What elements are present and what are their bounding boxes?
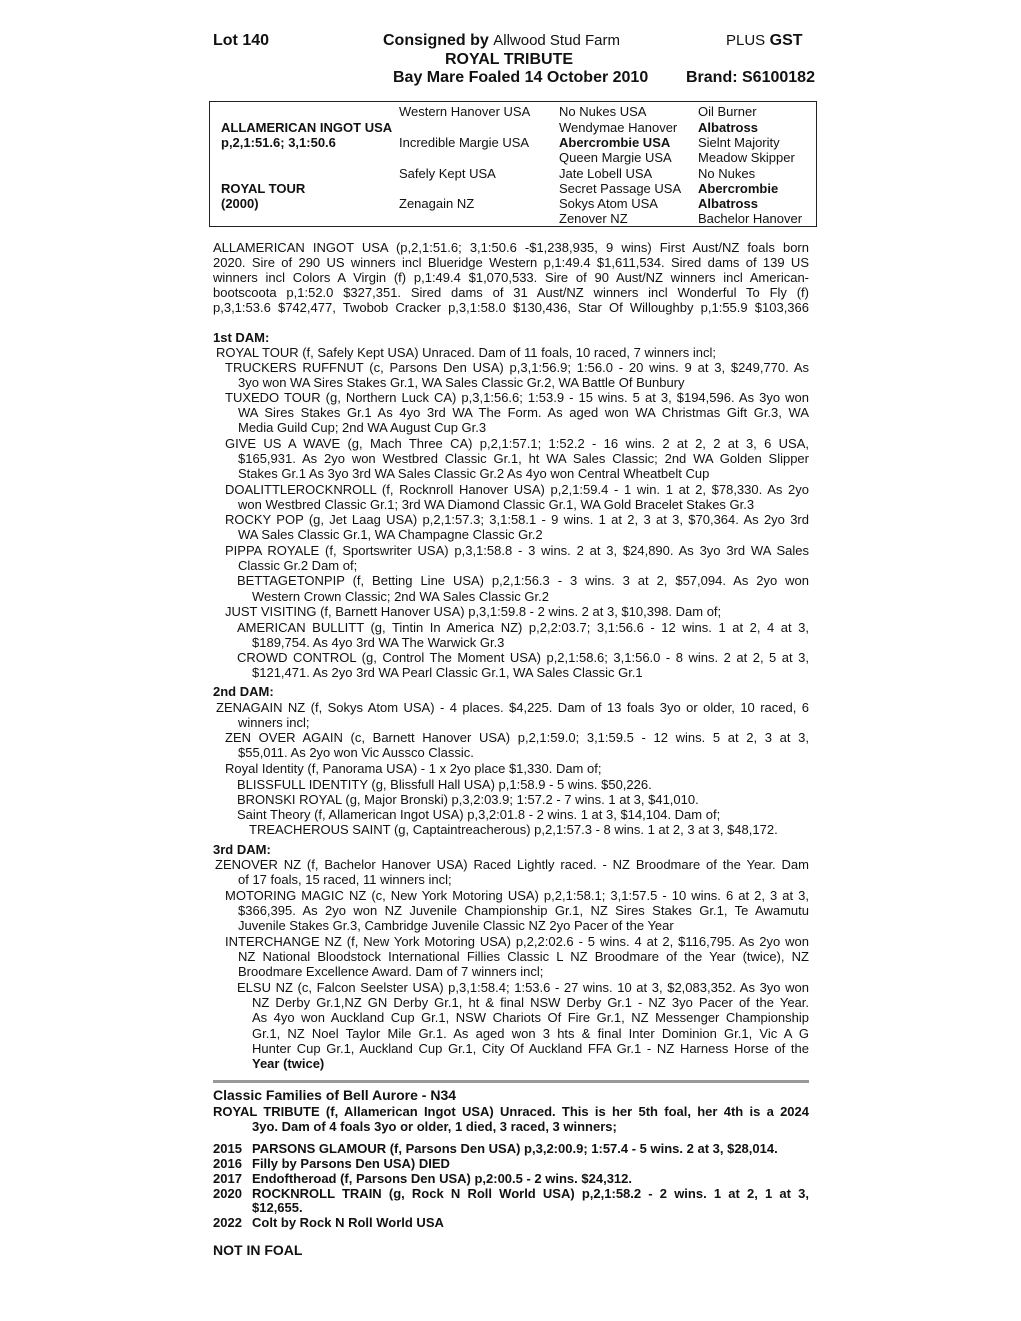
brand: Brand: S6100182 <box>686 69 815 86</box>
family-line: of 17 foals, 15 raced, 11 winners incl; <box>238 872 452 887</box>
consignor-name: Allwood Stud Farm <box>493 32 620 49</box>
family-line: won Westbred Classic Gr.1; 3rd WA Diamond Classic Gr.1, WA Gold Bracelet Stakes Gr.3 <box>238 497 755 512</box>
pedigree-sire-record: p,2,1:51.6; 3,1:50.6 <box>221 135 336 150</box>
family-line: TRUCKERS RUFFNUT (c, Parsons Den USA) p,3,1:56.9; 1:56.0 - 20 wins. 9 at 3, $249,770. As <box>225 360 809 375</box>
section-heading: 3rd DAM: <box>213 842 271 857</box>
family-line: DOALITTLEROCKNROLL (f, Rocknroll Hanover USA) p,2,1:59.4 - 1 win. 1 at 2, $78,330. As 2yo <box>225 482 809 497</box>
family-line: Classic Gr.2 Dam of; <box>238 558 358 573</box>
produce-text: $12,655. <box>252 1200 303 1215</box>
family-line: GIVE US A WAVE (g, Mach Three CA) p,2,1:57.1; 1:52.2 - 16 wins. 2 at 2, 2 at 3, 6 USA, <box>225 436 809 451</box>
pedigree-g1: Incredible Margie USA <box>399 135 530 150</box>
family-line: Hunter Cup Gr.1, Auckland Cup Gr.1, City Of Auckland FFA Gr.1 - NZ Harness Horse of the <box>252 1041 809 1056</box>
family-line: AMERICAN BULLITT (g, Tintin In America NZ) p,2,2:03.7; 3,1:56.6 - 12 wins. 1 at 2, 4 at 3, <box>237 620 809 635</box>
pedigree-g2: Zenover NZ <box>559 211 628 226</box>
foaling-status: NOT IN FOAL <box>213 1242 303 1258</box>
sire-line: p,3,1:53.6 $742,477, Twobob Cracker p,3,1:58.0 $130,436, Star Of Willoughby p,1:55.9 $103,366 <box>213 300 809 315</box>
produce-year: 2015 <box>213 1141 242 1156</box>
pedigree-g3: No Nukes <box>698 166 756 181</box>
horse-description: Bay Mare Foaled 14 October 2010 <box>393 69 649 86</box>
family-line: Western Crown Classic; 2nd WA Sales Classic Gr.2 <box>252 589 549 604</box>
family-line: NZ Derby Gr.1,NZ GN Derby Gr.1, ht & final NSW Derby Gr.1 - NZ 3yo Pacer of the Year. <box>252 995 809 1010</box>
family-line: ROCKY POP (g, Jet Laag USA) p,2,1:57.3; 3,1:58.1 - 9 wins. 1 at 2, 3 at 3, $70,364. As 2yo 3rd <box>225 512 809 527</box>
classic-families-title: Classic Families of Bell Aurore - N34 <box>213 1087 457 1103</box>
sire-line: bootscoota p,1:52.0 $327,351. Sired dams of 31 Aust/NZ winners incl Wonderful To Fly (f) <box>213 285 809 300</box>
lot-number: Lot 140 <box>213 32 270 49</box>
classic-line: 3yo. Dam of 4 foals 3yo or older, 1 died, 3 raced, 3 winners; <box>252 1119 617 1134</box>
family-line: $55,011. As 2yo won Vic Aussco Classic. <box>238 745 474 760</box>
consignor-line <box>383 32 620 50</box>
pedigree-g1: Safely Kept USA <box>399 166 496 181</box>
pedigree-g3: Albatross <box>698 120 758 135</box>
consigned-prefix: Consigned by <box>383 32 489 49</box>
pedigree-g2: Secret Passage USA <box>559 181 682 196</box>
pedigree-g3: Bachelor Hanover <box>698 211 803 226</box>
family-line: NZ National Bloodstock International Fillies Classic L NZ Broodmare of the Year (twice), NZ <box>238 949 809 964</box>
family-line: CROWD CONTROL (g, Control The Moment USA) p,2,1:58.6; 3,1:56.0 - 8 wins. 2 at 2, 5 at 3, <box>237 650 809 665</box>
pedigree-g2: Abercrombie USA <box>559 135 671 150</box>
produce-text: Endoftheroad (f, Parsons Den USA) p,2:00.5 - 2 wins. $24,312. <box>252 1171 632 1186</box>
gst-label: GST <box>769 32 803 49</box>
family-line: INTERCHANGE NZ (f, New York Motoring USA) p,2,2:02.6 - 5 wins. 4 at 2, $116,795. As 2yo won <box>225 934 809 949</box>
gst-note <box>726 32 803 50</box>
family-line: BETTAGETONPIP (f, Betting Line USA) p,2,1:56.3 - 3 wins. 3 at 2, $57,094. As 2yo won <box>237 573 809 588</box>
family-line: BLISSFULL IDENTITY (g, Blissfull Hall USA) p,1:58.9 - 5 wins. $50,226. <box>237 777 652 792</box>
pedigree-g3: Albatross <box>698 196 758 211</box>
pedigree-g3: Oil Burner <box>698 104 757 119</box>
family-line: WA Sires Stakes Gr.1 As 4yo 3rd WA The Form. As aged won WA Christmas Gift Gr.3, WA <box>238 405 809 420</box>
produce-year: 2016 <box>213 1156 242 1171</box>
family-line: As 4yo won Auckland Cup Gr.1, NSW Chariots Of Fire Gr.1, NZ Messenger Championship <box>252 1010 809 1025</box>
pedigree-g2: Wendymae Hanover <box>559 120 678 135</box>
family-line: ELSU NZ (c, Falcon Seelster USA) p,3,1:58.4; 1:53.6 - 27 wins. 10 at 3, $2,083,352. As 3yo won <box>237 980 809 995</box>
family-line: Stakes Gr.1 As 3yo 3rd WA Sales Classic Gr.2 As 4yo won Central Wheatbelt Cup <box>238 466 710 481</box>
pedigree-g2: Jate Lobell USA <box>559 166 653 181</box>
family-line: $189,754. As 4yo 3rd WA The Warwick Gr.3 <box>252 635 505 650</box>
family-line: ROYAL TOUR (f, Safely Kept USA) Unraced. Dam of 11 foals, 10 raced, 7 winners incl; <box>216 345 716 360</box>
horse-name: ROYAL TRIBUTE <box>445 51 574 68</box>
family-line: TREACHEROUS SAINT (g, Captaintreacherous) p,2,1:57.3 - 8 wins. 1 at 2, 3 at 3, $48,172. <box>249 822 778 837</box>
family-line: JUST VISITING (f, Barnett Hanover USA) p,3,1:59.8 - 2 wins. 2 at 3, $10,398. Dam of; <box>225 604 722 619</box>
family-line: BRONSKI ROYAL (g, Major Bronski) p,3,2:03.9; 1:57.2 - 7 wins. 1 at 3, $41,010. <box>237 792 699 807</box>
produce-year: 2022 <box>213 1215 242 1230</box>
pedigree-g2: No Nukes USA <box>559 104 647 119</box>
pedigree-g3: Sielnt Majority <box>698 135 780 150</box>
pedigree-g2: Sokys Atom USA <box>559 196 658 211</box>
sire-line: winners incl Colors A Virgin (f) p,1:49.4 $1,070,533. Sire of 90 Aust/NZ winners incl American- <box>213 270 809 285</box>
pedigree-g1: Western Hanover USA <box>399 104 531 119</box>
pedigree-g2: Queen Margie USA <box>559 150 672 165</box>
family-line: TUXEDO TOUR (g, Northern Luck CA) p,3,1:56.6; 1:53.9 - 15 wins. 5 at 3, $194,596. As 3yo won <box>225 390 809 405</box>
pedigree-g1: Zenagain NZ <box>399 196 475 211</box>
section-heading: 2nd DAM: <box>213 684 274 699</box>
produce-text: PARSONS GLAMOUR (f, Parsons Den USA) p,3,2:00.9; 1:57.4 - 5 wins. 2 at 3, $28,014. <box>252 1141 778 1156</box>
family-line: WA Sales Classic Gr.1, WA Champagne Classic Gr.2 <box>238 527 543 542</box>
family-line: Gr.1, NZ Noel Taylor Mile Gr.1. As aged won 3 hts & final Inter Dominion Gr.1, Vic A G <box>252 1026 809 1041</box>
pedigree-dam-year: (2000) <box>221 196 259 211</box>
pedigree-g3: Meadow Skipper <box>698 150 795 165</box>
plus-label: PLUS <box>726 32 766 49</box>
family-line: Media Guild Cup; 2nd WA August Cup Gr.3 <box>238 420 487 435</box>
family-line: Year (twice) <box>252 1056 325 1071</box>
family-line: MOTORING MAGIC NZ (c, New York Motoring USA) p,2,1:58.1; 3,1:57.5 - 10 wins. 6 at 2, 3 at 3, <box>225 888 809 903</box>
family-line: $366,395. As 2yo won NZ Juvenile Championship Gr.1, NZ Sires Stakes Gr.1, Te Awamutu <box>238 903 809 918</box>
section-heading: 1st DAM: <box>213 330 270 345</box>
produce-text: ROCKNROLL TRAIN (g, Rock N Roll World USA) p,2,1:58.2 - 2 wins. 1 at 2, 1 at 3, <box>252 1186 809 1201</box>
family-line: 3yo won WA Sires Stakes Gr.1, WA Sales Classic Gr.2, WA Battle Of Bunbury <box>238 375 685 390</box>
family-line: Juvenile Stakes Gr.3, Cambridge Juvenile Classic NZ 2yo Pacer of the Year <box>238 918 674 933</box>
family-line: $165,931. As 2yo won Westbred Classic Gr.1, ht WA Sales Classic; 2nd WA Golden Slipper <box>238 451 809 466</box>
section-divider <box>213 1080 809 1083</box>
produce-text: Colt by Rock N Roll World USA <box>252 1215 444 1230</box>
sire-line: 2020. Sire of 290 US winners incl Blueridge Western p,1:49.4 $1,611,534. Sired dams of 139 US <box>213 255 809 270</box>
pedigree-g3: Abercrombie <box>698 181 779 196</box>
produce-year: 2017 <box>213 1171 242 1186</box>
produce-year: 2020 <box>213 1186 242 1201</box>
produce-text: Filly by Parsons Den USA) DIED <box>252 1156 450 1171</box>
family-line: winners incl; <box>238 715 310 730</box>
pedigree-dam: ROYAL TOUR <box>221 181 306 196</box>
family-line: ZENAGAIN NZ (f, Sokys Atom USA) - 4 places. $4,225. Dam of 13 foals 3yo or older, 10 raced, 6 <box>216 700 809 715</box>
family-line: PIPPA ROYALE (f, Sportswriter USA) p,3,1:58.8 - 3 wins. 2 at 3, $24,890. As 3yo 3rd WA Sales <box>225 543 809 558</box>
family-line: Broodmare Excellence Award. Dam of 7 winners incl; <box>238 964 544 979</box>
sire-line: ALLAMERICAN INGOT USA (p,2,1:51.6; 3,1:50.6 -$1,238,935, 9 wins) First Aust/NZ foals born <box>213 240 809 255</box>
family-line: Royal Identity (f, Panorama USA) - 1 x 2yo place $1,330. Dam of; <box>225 761 602 776</box>
pedigree-sire: ALLAMERICAN INGOT USA <box>221 120 393 135</box>
classic-line: ROYAL TRIBUTE (f, Allamerican Ingot USA) Unraced. This is her 5th foal, her 4th is a 2024 <box>213 1104 809 1119</box>
family-line: Saint Theory (f, Allamerican Ingot USA) p,3,2:01.8 - 2 wins. 1 at 3, $14,104. Dam of; <box>237 807 721 822</box>
family-line: ZEN OVER AGAIN (c, Barnett Hanover USA) p,2,1:59.0; 3,1:59.5 - 12 wins. 5 at 2, 3 at 3, <box>225 730 809 745</box>
family-line: ZENOVER NZ (f, Bachelor Hanover USA) Raced Lightly raced. - NZ Broodmare of the Year. Dam <box>215 857 809 872</box>
family-line: $121,471. As 2yo 3rd WA Pearl Classic Gr.1, WA Sales Classic Gr.1 <box>252 665 643 680</box>
